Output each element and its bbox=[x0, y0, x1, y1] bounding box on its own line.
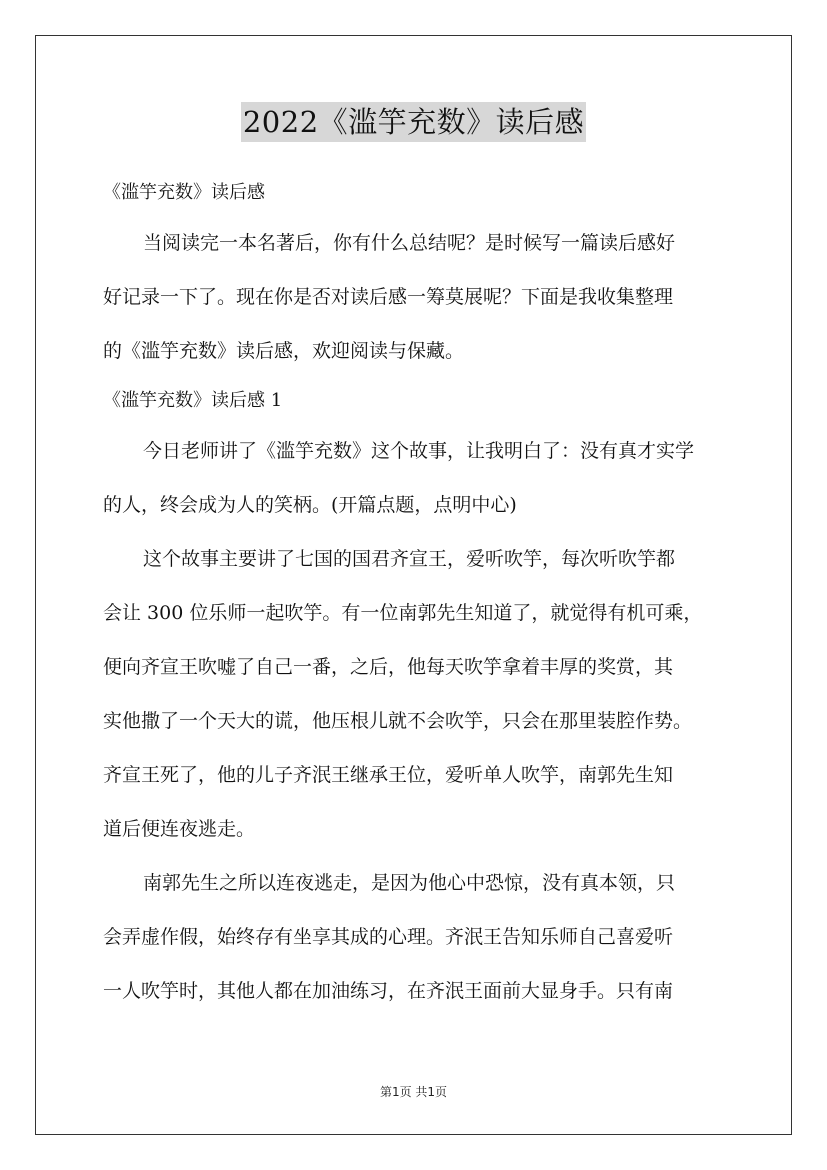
paragraph-line: 实他撒了一个天大的谎，他压根儿就不会吹竽，只会在那里装腔作势。 bbox=[103, 710, 693, 732]
document-title: 2022《滥竽充数》读后感 bbox=[241, 102, 586, 142]
title-container bbox=[0, 102, 827, 142]
paragraph-line: 道后便连夜逃走。 bbox=[103, 818, 256, 840]
paragraph-line: 的人，终会成为人的笑柄。(开篇点题，点明中心) bbox=[103, 494, 517, 516]
paragraph-line: 便向齐宣王吹嘘了自己一番，之后，他每天吹竽拿着丰厚的奖赏，其 bbox=[103, 656, 674, 678]
paragraph-line: 齐宣王死了，他的儿子齐泯王继承王位，爱听单人吹竽，南郭先生知 bbox=[103, 764, 674, 786]
section-heading: 《滥竽充数》读后感 1 bbox=[103, 390, 283, 411]
paragraph-line: 好记录一下了。现在你是否对读后感一筹莫展呢？下面是我收集整理 bbox=[103, 286, 674, 308]
section-heading: 《滥竽充数》读后感 bbox=[103, 182, 265, 203]
paragraph-line: 一人吹竽时，其他人都在加油练习，在齐泯王面前大显身手。只有南 bbox=[103, 980, 674, 1002]
paragraph-line: 当阅读完一本名著后，你有什么总结呢？是时候写一篇读后感好 bbox=[143, 232, 676, 254]
paragraph-line: 会弄虚作假，始终存有坐享其成的心理。齐泯王告知乐师自己喜爱听 bbox=[103, 926, 674, 948]
paragraph-line: 南郭先生之所以连夜逃走，是因为他心中恐惊，没有真本领，只 bbox=[143, 872, 676, 894]
page-footer: 第1页 共1页 bbox=[379, 1085, 448, 1099]
paragraph-line: 的《滥竽充数》读后感，欢迎阅读与保藏。 bbox=[103, 340, 465, 362]
paragraph-line: 今日老师讲了《滥竽充数》这个故事，让我明白了：没有真才实学 bbox=[143, 440, 695, 462]
paragraph-line: 这个故事主要讲了七国的国君齐宣王，爱听吹竽，每次听吹竽都 bbox=[143, 548, 676, 570]
document-body bbox=[103, 170, 733, 1018]
paragraph-line: 会让 300 位乐师一起吹竽。有一位南郭先生知道了，就觉得有机可乘， bbox=[103, 602, 703, 624]
